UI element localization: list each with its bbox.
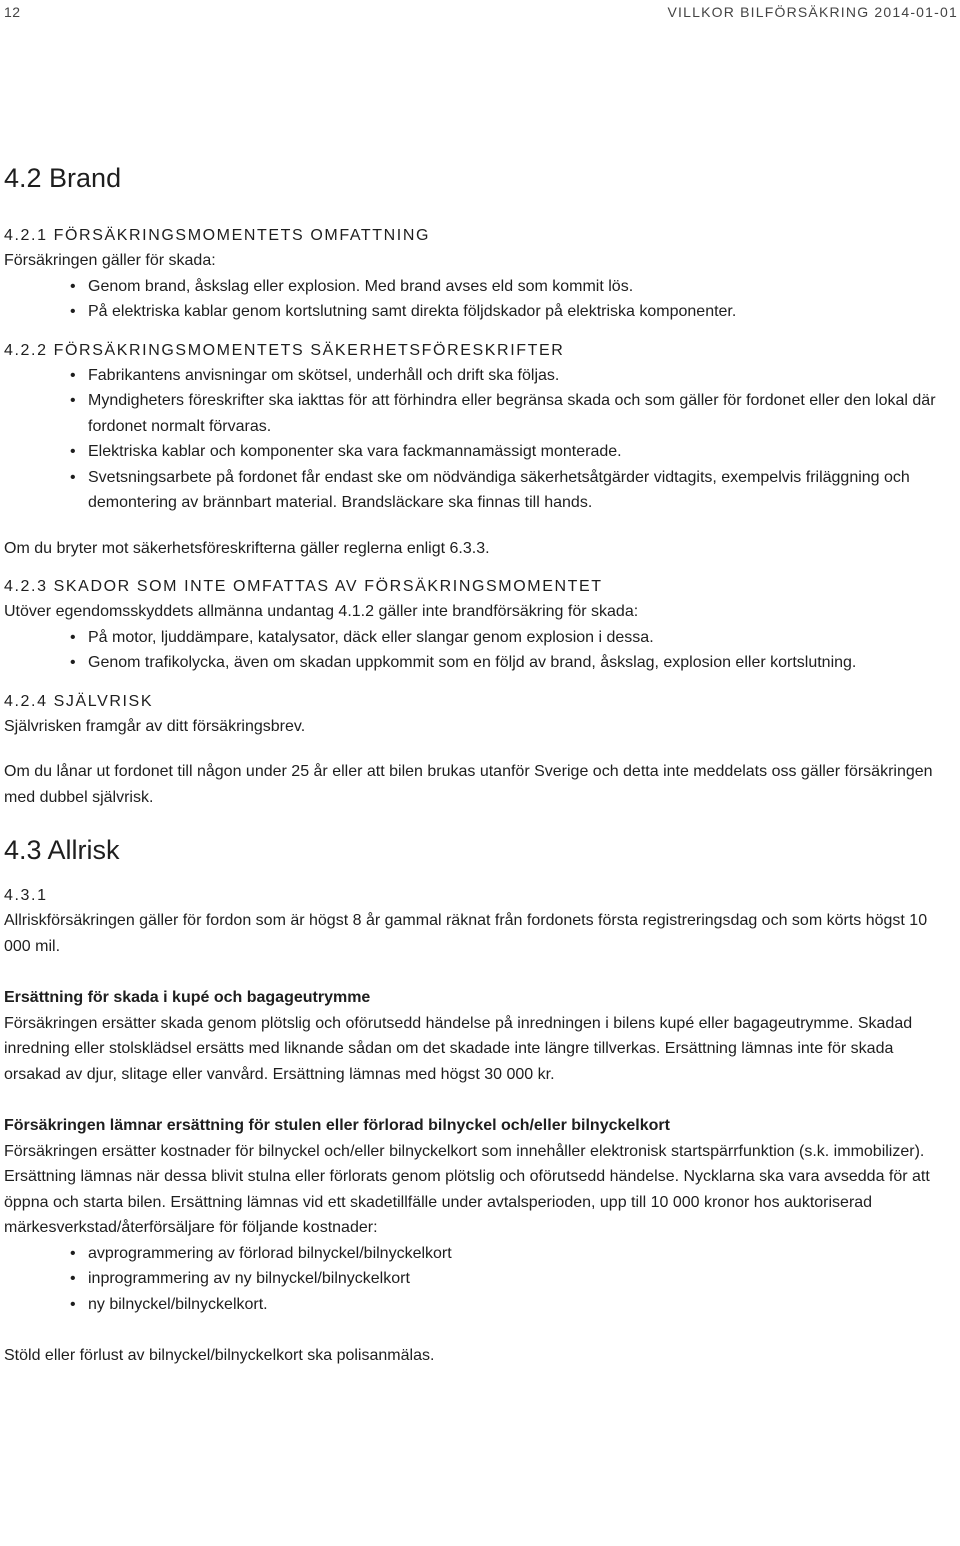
- paragraph-dubbel-sjalvrisk: Om du lånar ut fordonet till någon under 25 år eller att bilen brukas utanför Sverige och detta inte meddelats oss gäller försäkringen med dubbel självrisk.: [4, 763, 933, 806]
- heading-4-2-1: 4.2.1 FÖRSÄKRINGSMOMENTETS OMFATTNING: [4, 227, 431, 244]
- heading-4-3-1: 4.3.1: [4, 887, 48, 904]
- list-item: • Myndigheters föreskrifter ska iakttas för att förhindra eller begränsa skada och som gäller för fordonet eller den lokal där fordonet normalt förvaras.: [88, 388, 949, 439]
- paragraph-polisanmalan: Stöld eller förlust av bilnyckel/bilnyckelkort ska polisanmälas.: [4, 1347, 435, 1364]
- paragraph-4-3-1: Allriskförsäkringen gäller för fordon som är högst 8 år gammal räknat från fordonets första registreringsdag och som körts högst 10 000 mil.: [4, 912, 928, 955]
- bullet-list-4-2-1: [4, 274, 949, 325]
- heading-4-2-3: 4.2.3 SKADOR SOM INTE OMFATTAS AV FÖRSÄKRINGSMOMENTET: [4, 578, 603, 595]
- paragraph-sjalvrisk: Självrisken framgår av ditt försäkringsbrev.: [4, 717, 306, 735]
- list-item: • ny bilnyckel/bilnyckelkort.: [88, 1292, 949, 1318]
- list-item: • inprogrammering av ny bilnyckel/bilnyckelkort: [88, 1266, 949, 1292]
- heading-kupe: Ersättning för skada i kupé och bagageutrymme: [4, 989, 371, 1006]
- paragraph-intro-4-2-3: Utöver egendomsskyddets allmänna undantag 4.1.2 gäller inte brandförsäkring för skada:: [4, 603, 639, 620]
- paragraph-note-4-2-2: Om du bryter mot säkerhetsföreskrifterna gäller reglerna enligt 6.3.3.: [4, 539, 490, 557]
- page-number: 12: [4, 4, 21, 20]
- section-title-4-2: 4.2 Brand: [4, 163, 122, 193]
- list-item: • avprogrammering av förlorad bilnyckel/bilnyckelkort: [88, 1241, 949, 1267]
- list-item: • Fabrikantens anvisningar om skötsel, underhåll och drift ska följas.: [88, 363, 949, 389]
- bullet-list-4-2-2: [4, 363, 949, 516]
- paragraph-kupe: Försäkringen ersätter skada genom plötslig och oförutsedd händelse på inredningen i bilens kupé eller bagageutrymme. Skadad inredning eller stolsklädsel ersätts med liknande sådan om det skadade inte längre tillverkas. Ersättning lämnas inte för skada orsakad av djur, slitage eller vanvård. Ersättning lämnas med högst 30 000 kr.: [4, 1014, 913, 1083]
- list-item: • Genom brand, åskslag eller explosion. Med brand avses eld som kommit lös.: [88, 274, 949, 300]
- heading-bilnyckel: Försäkringen lämnar ersättning för stulen eller förlorad bilnyckel och/eller bilnyckelkort: [4, 1117, 670, 1134]
- bullet-list-4-2-3: [4, 625, 949, 676]
- bullet-list-bilnyckel: [4, 1241, 949, 1318]
- paragraph-intro-4-2-1: Försäkringen gäller för skada:: [4, 252, 216, 269]
- heading-4-2-2: 4.2.2 FÖRSÄKRINGSMOMENTETS SÄKERHETSFÖRESKRIFTER: [4, 341, 565, 359]
- list-item: • På elektriska kablar genom kortslutning samt direkta följdskador på elektriska komponenter.: [88, 299, 949, 325]
- list-item: • Svetsningsarbete på fordonet får endast ske om nödvändiga säkerhetsåtgärder vidtagits, exempelvis friläggning och demontering av brännbart material. Brandsläckare ska finnas till hands.: [88, 465, 949, 516]
- running-header: VILLKOR BILFÖRSÄKRING 2014-01-01: [667, 4, 958, 20]
- section-title-4-3: 4.3 Allrisk: [4, 835, 120, 865]
- list-item: • Genom trafikolycka, även om skadan uppkommit som en följd av brand, åskslag, explosion eller kortslutning.: [88, 650, 949, 676]
- list-item: • Elektriska kablar och komponenter ska vara fackmannamässigt monterade.: [88, 439, 949, 465]
- heading-4-2-4: 4.2.4 SJÄLVRISK: [4, 692, 154, 710]
- document-body: [4, 158, 949, 1369]
- paragraph-bilnyckel: Försäkringen ersätter kostnader för bilnyckel och/eller bilnyckelkort som innehåller elektronisk startspärrfunktion (s.k. immobilizer). Ersättning lämnas när dessa blivit stulna eller förlorats genom plötslig och oförutsedd händelse. Nycklarna ska vara avsedda för att öppna och starta bilen. Ersättning lämnas vid ett skadetillfälle under avtalsperioden, upp till 10 000 kronor hos auktoriserad märkesverkstad/återförsäljare för följande kostnader:: [4, 1142, 930, 1236]
- list-item: • På motor, ljuddämpare, katalysator, däck eller slangar genom explosion i dessa.: [88, 625, 949, 651]
